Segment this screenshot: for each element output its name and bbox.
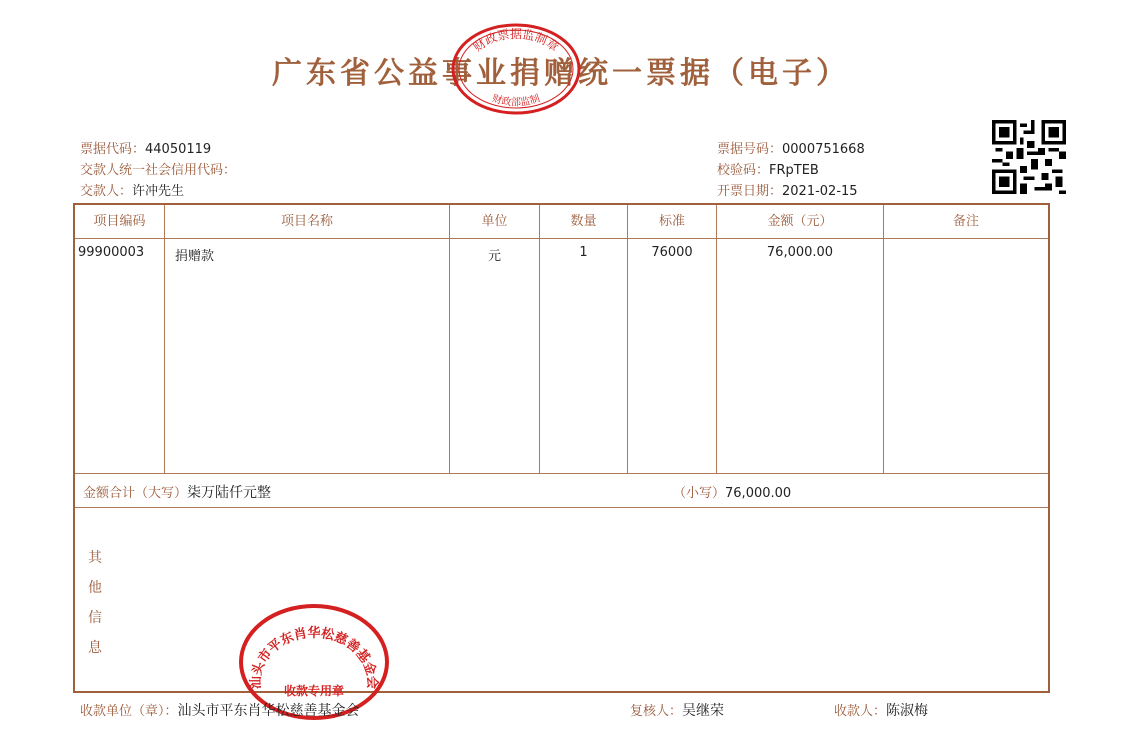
other-info-char: 息 <box>88 640 102 656</box>
issue-date-value: 2021-02-15 <box>782 184 858 199</box>
payer-credit-label: 交款人统一社会信用代码： <box>80 163 237 178</box>
row-item-name: 捐赠款 <box>175 249 215 264</box>
total-upper-value: 柒万陆仟元整 <box>187 485 272 501</box>
invoice-code-row <box>80 138 211 157</box>
check-code-label: 校验码： <box>717 163 770 178</box>
row-standard: 76000 <box>651 245 693 260</box>
invoice-code-label: 票据代码： <box>80 142 146 157</box>
payer-value: 许冲先生 <box>132 184 185 199</box>
total-amount-row <box>83 482 271 502</box>
invoice-number-value: 0000751668 <box>782 142 865 157</box>
payer-label: 交款人： <box>80 184 133 199</box>
receipt-title: 广东省公益事业捐赠统一票据（电子） <box>272 56 850 91</box>
org-seal-ring-text: 汕头市平东肖华松慈善基金会 <box>248 626 380 690</box>
finance-seal-bottom-text: 财政部监制 <box>490 93 542 109</box>
other-info-char: 信 <box>88 610 102 626</box>
check-code-row <box>717 159 819 178</box>
other-info-char: 他 <box>88 580 102 596</box>
col-header-standard: 标准 <box>658 214 685 229</box>
reviewer-row <box>630 700 724 720</box>
finance-seal-icon <box>450 22 582 116</box>
svg-text:汕头市平东肖华松慈善基金会 <box>248 625 380 689</box>
reviewer-value: 吴继荣 <box>682 703 725 719</box>
check-code-value: FRpTEB <box>769 163 819 178</box>
header-divider <box>75 238 1048 239</box>
col-header-unit: 单位 <box>481 214 508 229</box>
col-divider <box>164 205 165 473</box>
col-header-code: 项目编码 <box>93 214 146 229</box>
total-lower-value: 76,000.00 <box>725 486 792 501</box>
total-upper-label: 金额合计（大写） <box>83 486 188 501</box>
payer-credit-row <box>80 159 236 178</box>
payer-row <box>80 180 184 199</box>
payee-unit-label: 收款单位（章）： <box>80 704 178 719</box>
payee-label: 收款人： <box>834 704 887 719</box>
total-lower-label: （小写） <box>673 486 726 501</box>
finance-seal-top-text: 财政票据监制章 <box>470 27 562 55</box>
row-amount: 76,000.00 <box>766 245 834 260</box>
other-info-char: 其 <box>88 550 102 566</box>
qr-code-icon[interactable] <box>992 120 1066 194</box>
issue-date-label: 开票日期： <box>717 184 783 199</box>
payee-unit-value: 汕头市平东肖华松慈善基金会 <box>177 703 360 719</box>
payee-unit-row <box>80 700 360 720</box>
org-seal-center-text: 收款专用章 <box>283 684 345 698</box>
row-item-code: 99900003 <box>78 245 145 260</box>
total-lower-row <box>673 482 791 501</box>
invoice-number-label: 票据号码： <box>717 142 783 157</box>
col-header-remark: 备注 <box>952 214 979 229</box>
reviewer-label: 复核人： <box>630 704 683 719</box>
col-divider <box>883 205 884 473</box>
receipt-table <box>73 203 1050 693</box>
payee-row <box>834 700 928 720</box>
svg-text:财政部监制 <box>491 91 542 108</box>
col-header-amount: 金额（元） <box>767 214 833 229</box>
items-bottom-divider <box>75 473 1048 474</box>
issue-date-row <box>717 180 858 199</box>
row-unit: 元 <box>487 249 501 264</box>
col-header-name: 项目名称 <box>280 214 333 229</box>
col-header-qty: 数量 <box>570 214 597 229</box>
payee-value: 陈淑梅 <box>886 703 929 719</box>
invoice-code-value: 44050119 <box>145 142 212 157</box>
invoice-number-row <box>717 138 865 157</box>
totals-bottom-divider <box>75 507 1048 508</box>
other-info-label <box>87 543 103 663</box>
row-qty: 1 <box>579 245 588 260</box>
